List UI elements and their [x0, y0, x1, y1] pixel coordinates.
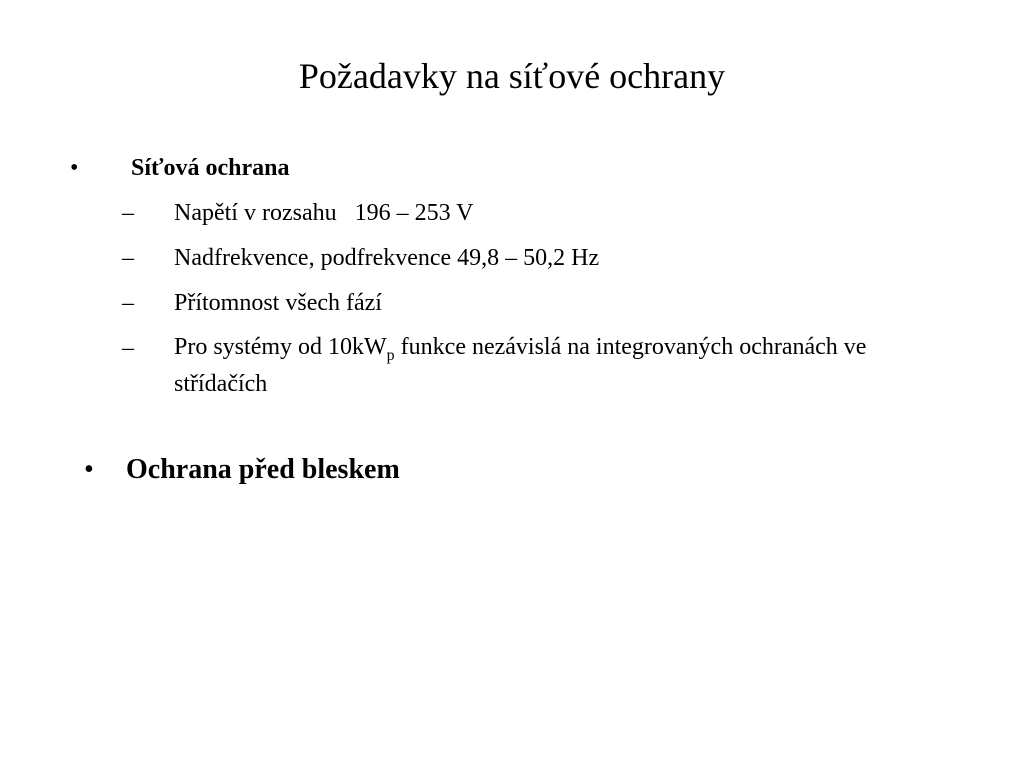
sub-item-text: Napětí v rozsahu 196 – 253 V [174, 200, 474, 226]
sub-item-text: Nadfrekvence, podfrekvence 49,8 – 50,2 Hz [174, 245, 600, 271]
dash-icon: – [122, 245, 134, 271]
dash-icon: – [122, 290, 134, 316]
dash-icon: – [122, 335, 134, 361]
sub-item-text: Přítomnost všech fází [174, 290, 382, 316]
sub-item-text [174, 329, 934, 403]
sub-item-text-start: Pro systémy od 10kW [174, 334, 387, 360]
bullet-dot-icon: • [84, 454, 94, 485]
bullet-label: Ochrana před bleskem [126, 454, 400, 485]
bullet-dot-icon: • [70, 155, 79, 181]
slide-title: Požadavky na síťové ochrany [298, 56, 726, 96]
sub-item-text-end: funkce nezávislá na integrovaných ochranách ve střídačích [174, 334, 867, 397]
bullet-label: Síťová ochrana [131, 155, 290, 181]
dash-icon: – [122, 200, 134, 226]
subscript-text: p [386, 346, 395, 364]
